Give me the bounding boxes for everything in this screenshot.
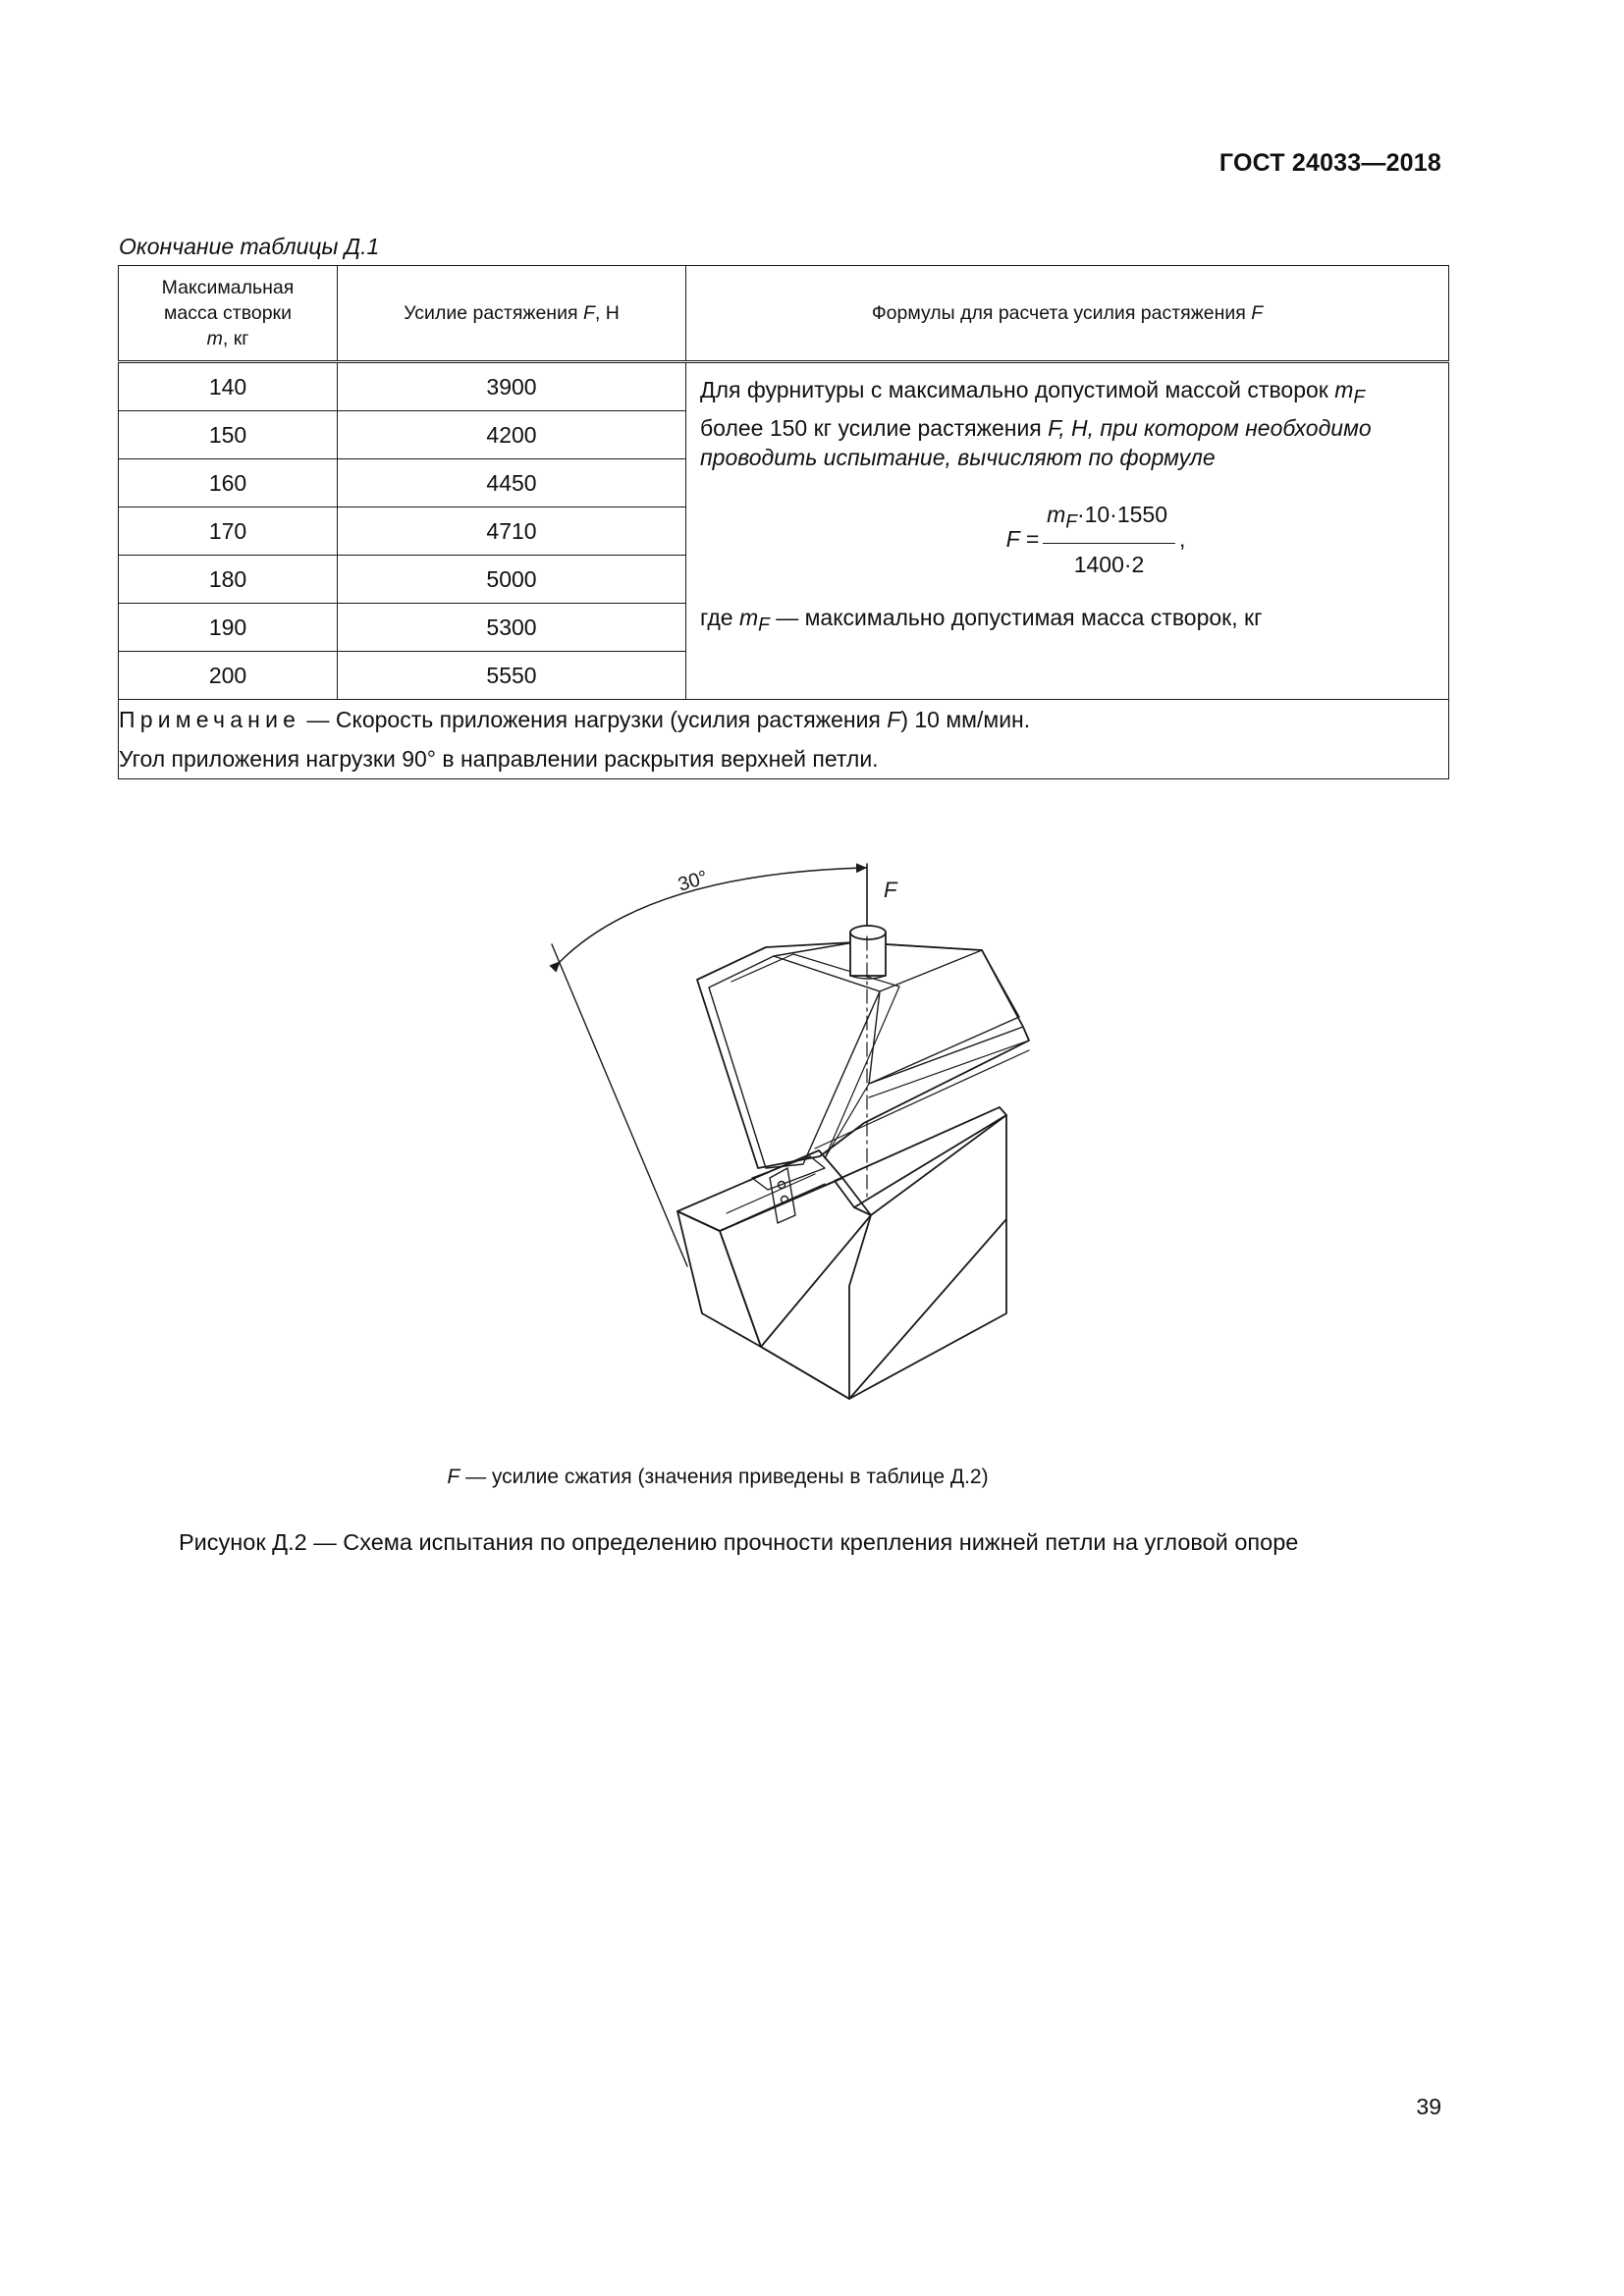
angular-support xyxy=(677,1107,1006,1399)
piston xyxy=(850,926,886,979)
mass-cell: 190 xyxy=(119,604,338,652)
note-row xyxy=(119,700,1449,779)
force-label: F xyxy=(884,878,897,902)
force-cell: 3900 xyxy=(338,362,686,411)
force-cell: 4710 xyxy=(338,507,686,556)
page-number: 39 xyxy=(1416,2094,1441,2119)
figure-title: Рисунок Д.2 — Схема испытания по определению прочности крепления нижней петли на угловой опоре xyxy=(179,1529,1299,1555)
formula-expression: F = $\frac{m_F\cdot 10\cdot 1550}{1400\cdot 2}$ , xyxy=(1005,501,1186,578)
header-formula: Формулы для расчета усилия растяжения F xyxy=(686,266,1449,362)
force-cell: 5000 xyxy=(338,556,686,604)
formula-where: где $m_F$ — максимально допустимая масса створок, кг xyxy=(700,605,1263,636)
document-code: ГОСТ 24033—2018 xyxy=(1218,149,1441,177)
mass-cell: 180 xyxy=(119,556,338,604)
force-cell: 4450 xyxy=(338,459,686,507)
force-cell: 5550 xyxy=(338,652,686,700)
mass-cell: 170 xyxy=(119,507,338,556)
formula-intro: Для фурнитуры с максимально допустимой массой створок $m_F$ более 150 кг усилие растяжения F, H, при котором необходимо проводить испытание, вычисляют по формуле xyxy=(700,377,1372,470)
force-table xyxy=(118,265,1449,779)
table-header-row xyxy=(119,266,1449,362)
angle-label: 30° xyxy=(676,866,711,896)
figure-legend: F — усилие сжатия (значения приведены в таблице Д.2) xyxy=(447,1466,989,1488)
mass-cell: 160 xyxy=(119,459,338,507)
force-cell: 4200 xyxy=(338,411,686,459)
table-caption: Окончание таблицы Д.1 xyxy=(119,234,380,259)
mass-cell: 140 xyxy=(119,362,338,411)
mass-cell: 150 xyxy=(119,411,338,459)
header-mass: Максимальная масса створки m, кг xyxy=(119,266,338,362)
formula-cell xyxy=(686,362,1449,700)
angle-dimension xyxy=(552,867,866,1266)
mass-cell: 200 xyxy=(119,652,338,700)
table-note: Примечание — Скорость приложения нагрузки (усилия растяжения F) 10 мм/мин. Угол приложения нагрузки 90° в направлении раскрытия верхней петли. xyxy=(119,700,1449,779)
table-row xyxy=(119,362,1449,411)
header-force: Усилие растяжения F, Н xyxy=(338,266,686,362)
test-scheme-figure xyxy=(530,844,1041,1414)
force-cell: 5300 xyxy=(338,604,686,652)
